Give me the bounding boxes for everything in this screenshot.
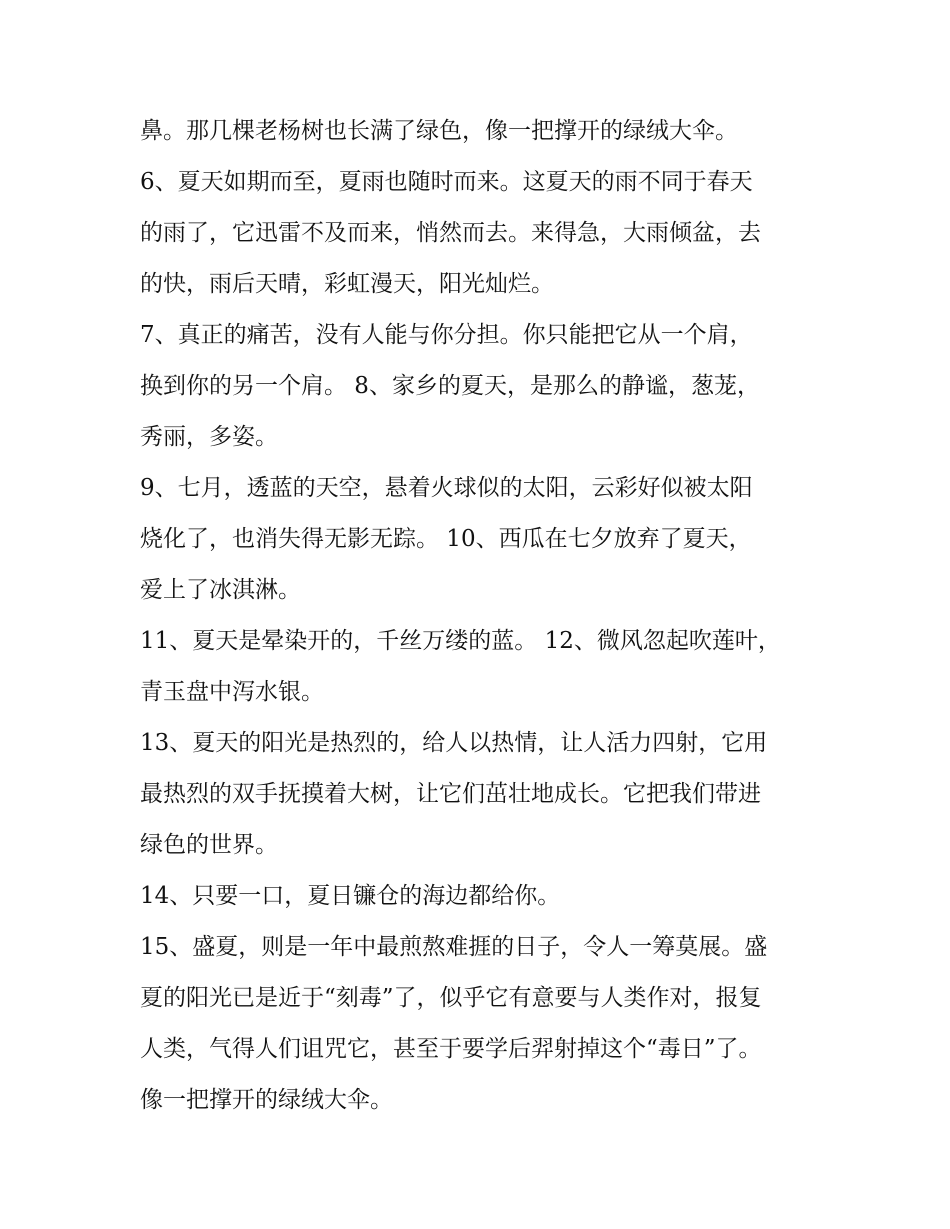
text-line: 烧化了，也消失得无影无踪。 10、西瓜在七夕放弃了夏天， (140, 526, 752, 552)
text-line: 鼻。那几棵老杨树也长满了绿色，像一把撑开的绿绒大伞。 (140, 118, 738, 144)
text-line: 的雨了，它迅雷不及而来，悄然而去。来得急，大雨倾盆，去 (140, 220, 761, 246)
text-line: 最热烈的双手抚摸着大树，让它们茁壮地成长。它把我们带进 (140, 781, 761, 807)
text-line: 青玉盘中泻水银。 (140, 679, 324, 705)
text-line: 像一把撑开的绿绒大伞。 (140, 1087, 393, 1113)
text-line: 绿色的世界。 (140, 832, 278, 858)
text-line: 人类，气得人们诅咒它，甚至于要学后羿射掉这个“毒日”了。 (140, 1036, 762, 1062)
text-line: 13、夏天的阳光是热烈的，给人以热情，让人活力四射，它用 (140, 730, 768, 756)
text-line: 6、夏天如期而至，夏雨也随时而来。这夏天的雨不同于春天 (140, 169, 753, 195)
text-line: 15、盛夏，则是一年中最煎熬难捱的日子，令人一筹莫展。盛 (140, 934, 768, 960)
text-line: 秀丽，多姿。 (140, 424, 278, 450)
text-line: 11、夏天是晕染开的，千丝万缕的蓝。 12、微风忽起吹莲叶， (140, 628, 781, 654)
text-line: 7、真正的痛苦，没有人能与你分担。你只能把它从一个肩， (140, 322, 753, 348)
text-line: 14、只要一口，夏日镰仓的海边都给你。 (140, 883, 561, 909)
text-line: 9、七月，透蓝的天空，悬着火球似的太阳，云彩好似被太阳 (140, 475, 753, 501)
text-line: 的快，雨后天晴，彩虹漫天，阳光灿烂。 (140, 271, 554, 297)
text-line: 爱上了冰淇淋。 (140, 577, 301, 603)
text-line: 换到你的另一个肩。 8、家乡的夏天，是那么的静谧，葱茏， (140, 373, 760, 399)
text-line: 夏的阳光已是近于“刻毒”了，似乎它有意要与人类作对，报复 (140, 985, 762, 1011)
document-body (140, 106, 820, 1126)
